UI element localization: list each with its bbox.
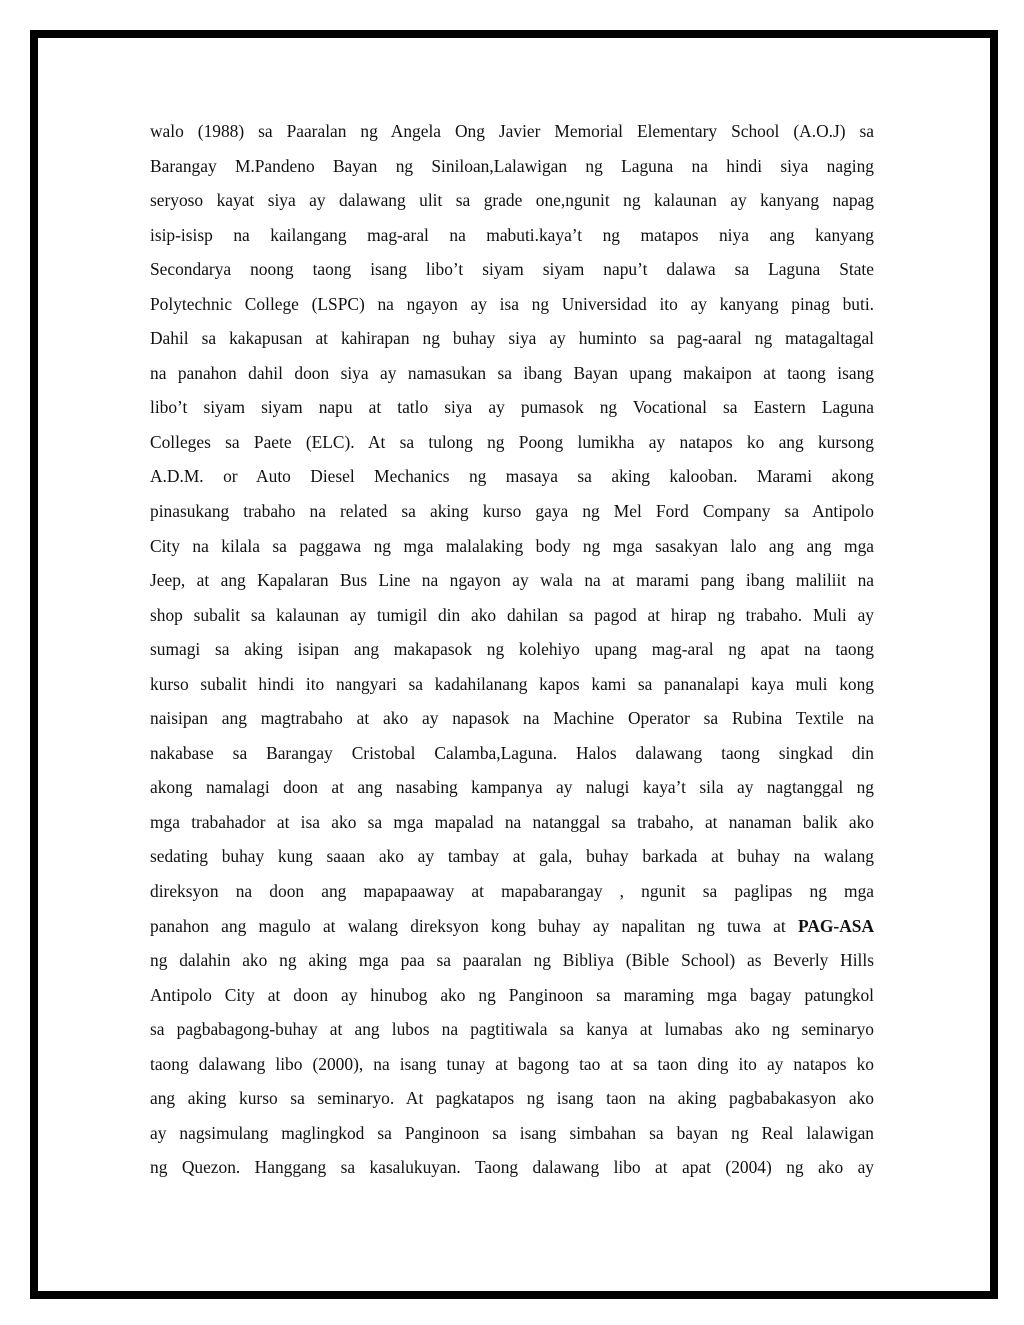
text-line-segment: panahon ang magulo at walang direksyon kong buhay ay napalitan ng tuwa at bbox=[150, 915, 786, 936]
text-line: A.D.M. or Auto Diesel Mechanics ng masaya sa aking kalooban. Marami akong bbox=[150, 466, 874, 487]
text-line: shop subalit sa kalaunan ay tumigil din ako dahilan sa pagod at hirap ng trabaho. Muli ay bbox=[150, 604, 874, 625]
text-line: ay nagsimulang maglingkod sa Panginoon sa isang simbahan sa bayan ng Real lalawigan bbox=[150, 1122, 874, 1143]
bold-word: PAG-ASA bbox=[798, 915, 874, 936]
text-line: mga trabahador at isa ako sa mga mapalad na natanggal sa trabaho, at nanaman balik ako bbox=[150, 811, 874, 832]
text-line: sedating buhay kung saaan ako ay tambay at gala, buhay barkada at buhay na walang bbox=[150, 846, 874, 867]
document-body bbox=[150, 114, 874, 1185]
text-line: Polytechnic College (LSPC) na ngayon ay isa ng Universidad ito ay kanyang pinag buti. bbox=[150, 293, 874, 314]
text-line: akong namalagi doon at ang nasabing kampanya ay nalugi kaya’t sila ay nagtanggal ng bbox=[150, 777, 874, 798]
text-line: isip-isisp na kailangang mag-aral na mabuti.kaya’t ng matapos niya ang kanyang bbox=[150, 224, 874, 245]
text-line: taong dalawang libo (2000), na isang tunay at bagong tao at sa taon ding ito ay natapos ko bbox=[150, 1053, 874, 1074]
text-line: seryoso kayat siya ay dalawang ulit sa grade one,ngunit ng kalaunan ay kanyang napag bbox=[150, 190, 874, 211]
text-line: ng dalahin ako ng aking mga paa sa paaralan ng Bibliya (Bible School) as Beverly Hills bbox=[150, 950, 874, 971]
text-line: Dahil sa kakapusan at kahirapan ng buhay siya ay huminto sa pag-aaral ng matagaltagal bbox=[150, 328, 874, 349]
text-line: Barangay M.Pandeno Bayan ng Siniloan,Lalawigan ng Laguna na hindi siya naging bbox=[150, 155, 874, 176]
text-line: walo (1988) sa Paaralan ng Angela Ong Javier Memorial Elementary School (A.O.J) sa bbox=[150, 121, 874, 141]
text-line: nakabase sa Barangay Cristobal Calamba,Laguna. Halos dalawang taong singkad din bbox=[150, 742, 874, 763]
text-line: sumagi sa aking isipan ang makapasok ng kolehiyo upang mag-aral ng apat na taong bbox=[150, 639, 874, 660]
text-line: City na kilala sa paggawa ng mga malalaking body ng mga sasakyan lalo ang ang mga bbox=[150, 535, 874, 556]
text-line: naisipan ang magtrabaho at ako ay napasok na Machine Operator sa Rubina Textile na bbox=[150, 708, 874, 729]
text-line-with-bold bbox=[150, 909, 874, 944]
text-line: Antipolo City at doon ay hinubog ako ng Panginoon sa maraming mga bagay patungkol bbox=[150, 984, 874, 1005]
text-line: sa pagbabagong-buhay at ang lubos na pagtitiwala sa kanya at lumabas ako ng seminaryo bbox=[150, 1019, 874, 1040]
text-line: libo’t siyam siyam napu at tatlo siya ay pumasok ng Vocational sa Eastern Laguna bbox=[150, 397, 874, 418]
text-line: ng Quezon. Hanggang sa kasalukuyan. Taong dalawang libo at apat (2004) ng ako ay bbox=[150, 1157, 874, 1178]
text-line: ang aking kurso sa seminaryo. At pagkatapos ng isang taon na aking pagbabakasyon ako bbox=[150, 1088, 874, 1109]
text-line: kurso subalit hindi ito nangyari sa kadahilanang kapos kami sa pananalapi kaya muli kong bbox=[150, 673, 874, 694]
text-line: na panahon dahil doon siya ay namasukan sa ibang Bayan upang makaipon at taong isang bbox=[150, 362, 874, 383]
text-line: direksyon na doon ang mapapaaway at mapabarangay , ngunit sa paglipas ng mga bbox=[150, 881, 874, 902]
text-line: Jeep, at ang Kapalaran Bus Line na ngayon ay wala na at marami pang ibang maliliit na bbox=[150, 570, 874, 591]
text-line: Secondarya noong taong isang libo’t siyam siyam napu’t dalawa sa Laguna State bbox=[150, 259, 874, 280]
text-line: Colleges sa Paete (ELC). At sa tulong ng Poong lumikha ay natapos ko ang kursong bbox=[150, 431, 874, 452]
text-line: pinasukang trabaho na related sa aking kurso gaya ng Mel Ford Company sa Antipolo bbox=[150, 501, 874, 522]
